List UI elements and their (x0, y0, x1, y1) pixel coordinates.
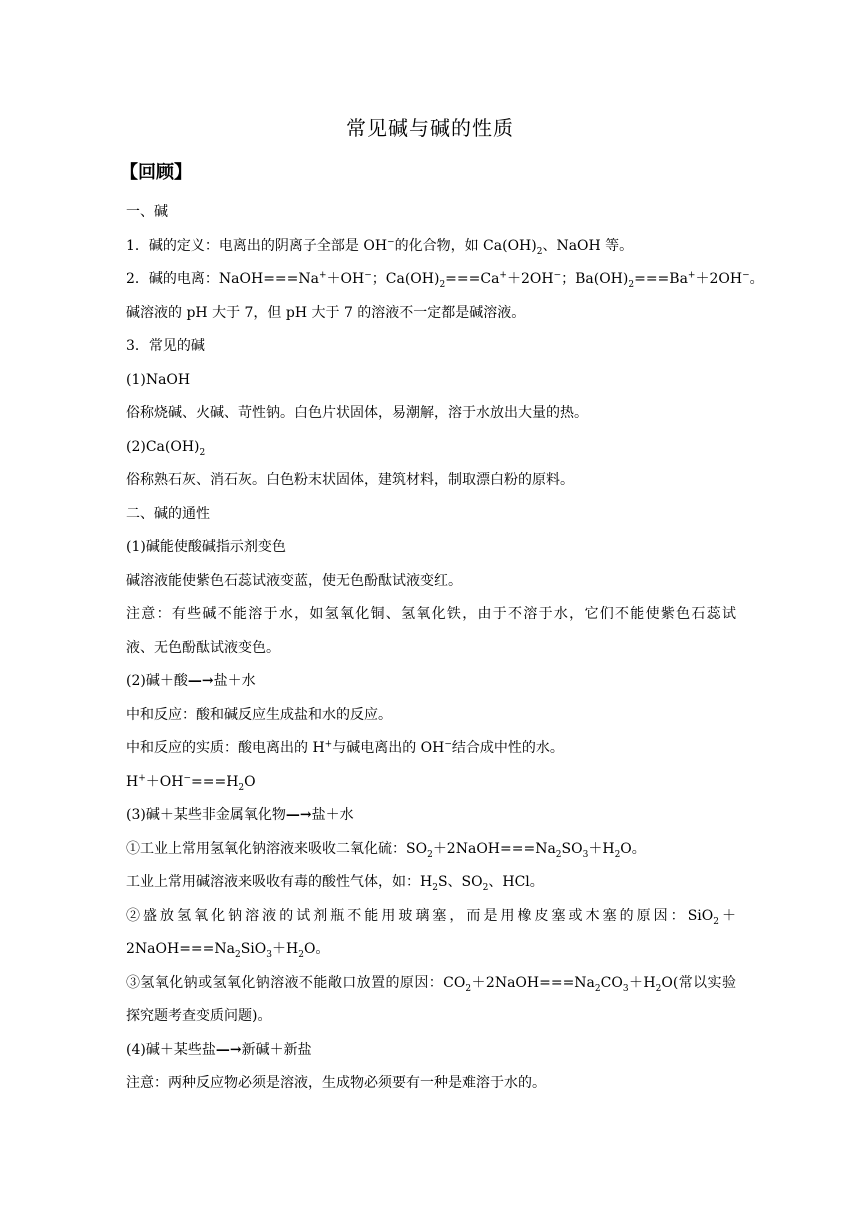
para-naoh-desc: 俗称烧碱、火碱、苛性钠。白色片状固体，易潮解，溶于水放出大量的热。 (126, 405, 588, 421)
para-indicator-note-line2: 液、无色酚酞试液变色。 (126, 639, 280, 656)
para-acidic-gas-absorption: 工业上常用碱溶液来吸收有毒的酸性气体，如：$H_2S$、$SO_2$、HCl。 (126, 874, 544, 893)
page-title: 常见碱与碱的性质 (346, 116, 514, 140)
subheading-caoh2: $(2)Ca(OH)_2$ (126, 438, 206, 458)
subheading-base-nonmetal-oxide: (3)碱＋某些非金属氧化物—→盐＋水 (126, 807, 354, 823)
para-indicator-desc: 碱溶液能使紫色石蕊试液变蓝，使无色酚酞试液变红。 (126, 572, 462, 589)
subheading-base-acid: (2)碱＋酸—→盐＋水 (126, 673, 256, 689)
equation-neutralization: $H^++OH^-===H_2O$ (126, 772, 256, 793)
para-caoh2-desc: 俗称熟石灰、消石灰。白色粉末状固体，建筑材料，制取漂白粉的原料。 (126, 472, 574, 488)
para-ph-note: 碱溶液的 pH 大于 7，但 pH 大于 7 的溶液不一定都是碱溶液。 (126, 304, 526, 321)
para-so2-absorption: ①工业上常用氢氧化钠溶液来吸收二氧化硫：$SO_2+2NaOH===Na_2SO_3+H_2O$。 (126, 840, 646, 860)
para-open-storage-line1: ③氢氧化钠或氢氧化钠溶液不能敞口放置的原因：$CO_2+2NaOH===Na_2CO_3+H_2O$(常以实验 (126, 974, 736, 994)
section-heading-review: 【回顾】 (120, 162, 192, 183)
subheading-indicator: (1)碱能使酸碱指示剂变色 (126, 539, 286, 555)
heading-base: 一、碱 (126, 204, 168, 220)
document-body (126, 200, 764, 1105)
para-glass-stopper-line2: $2NaOH===Na_2SiO_3+H_2O$。 (126, 941, 330, 960)
para-glass-stopper-line1: ②盛放氢氧化钠溶液的试剂瓶不能用玻璃塞，而是用橡皮塞或木塞的原因：SiO$_2$＋ (126, 907, 737, 927)
para-base-salt-note: 注意：两种反应物必须是溶液，生成物必须要有一种是难溶于水的。 (126, 1075, 546, 1091)
reaction-arrow: —→ (215, 1041, 242, 1058)
para-indicator-note-line1: 注意：有些碱不能溶于水，如氢氧化铜、氢氧化铁，由于不溶于水，它们不能使紫色石蕊试 (126, 606, 736, 622)
para-open-storage-line2: 探究题考查变质问题)。 (126, 1008, 272, 1024)
para-base-definition: 1．碱的定义：电离出的阴离子全部是 OH−的化合物，如 $Ca(OH)_2$、NaOH 等。 (126, 236, 634, 257)
reaction-arrow: —→ (285, 807, 312, 823)
para-base-ionization: 2．碱的电离：NaOH===Na+＋OH−；$Ca(OH)_2===Ca^++2OH^-$；$Ba(OH)_2===Ba^++2OH^-$。 (126, 270, 764, 290)
subheading-naoh: (1)NaOH (126, 371, 191, 388)
reaction-arrow: —→ (187, 673, 214, 689)
heading-base-properties: 二、碱的通性 (126, 505, 210, 522)
para-neutralization-essence: 中和反应的实质：酸电离出的 H+与碱电离出的 OH−结合成中性的水。 (126, 739, 564, 756)
heading-common-bases: 3．常见的碱 (126, 338, 205, 354)
para-neutralization-def: 中和反应：酸和碱反应生成盐和水的反应。 (126, 706, 392, 723)
subheading-base-salt: (4)碱＋某些盐—→新碱＋新盐 (126, 1041, 312, 1058)
